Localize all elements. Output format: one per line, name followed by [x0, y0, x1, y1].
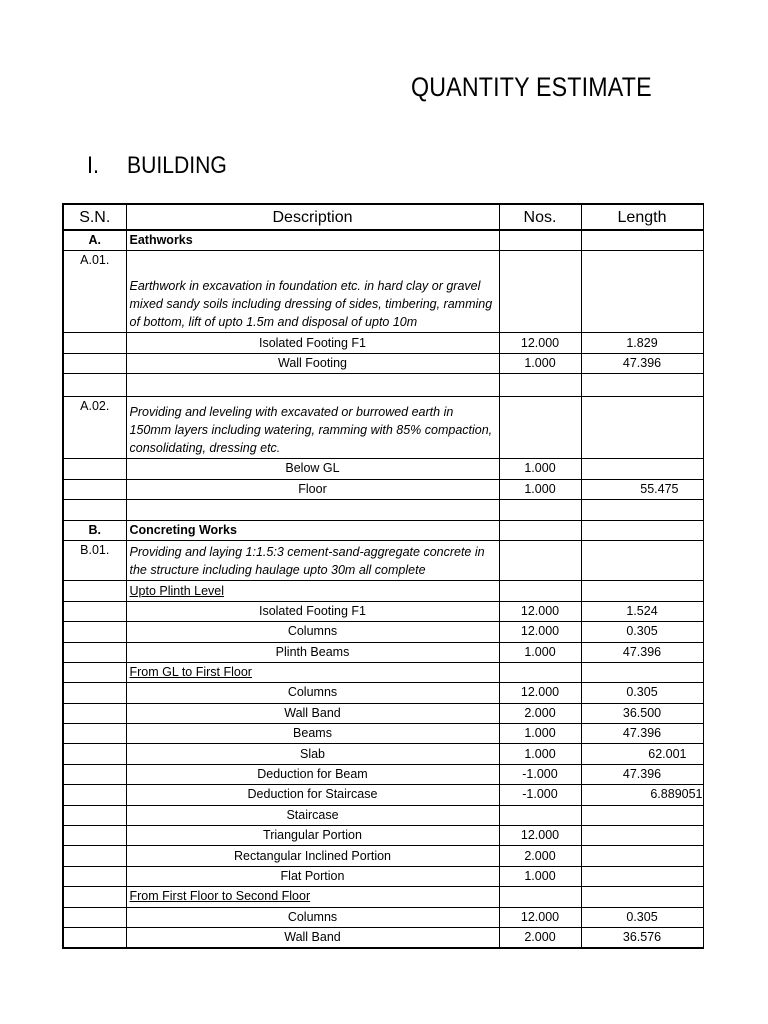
- empty-cell: [581, 251, 703, 333]
- empty-cell: [63, 785, 126, 805]
- row-nos: -1.000: [499, 785, 581, 805]
- row-name: Plinth Beams: [126, 642, 499, 662]
- item-row: [63, 541, 703, 581]
- spacer-row: [63, 374, 703, 397]
- table-row: [63, 683, 703, 703]
- row-nos: 1.000: [499, 353, 581, 373]
- row-name: Deduction for Beam: [126, 764, 499, 784]
- empty-cell: [499, 230, 581, 251]
- row-length: 1.829: [581, 333, 703, 353]
- row-name: Flat Portion: [126, 866, 499, 886]
- empty-cell: [499, 887, 581, 907]
- row-nos: 12.000: [499, 601, 581, 621]
- row-nos: [499, 805, 581, 825]
- table-row: [63, 724, 703, 744]
- empty-cell: [499, 662, 581, 682]
- empty-cell: [581, 397, 703, 459]
- table-row: [63, 601, 703, 621]
- row-name: Columns: [126, 683, 499, 703]
- row-length: 0.305: [581, 907, 703, 927]
- item-description: Earthwork in excavation in foundation etc. in hard clay or gravel mixed sandy soils including dressing of sides, timbering, ramming of bottom, lift of upto 1.5m and disposal of upto 10m: [126, 251, 499, 333]
- row-name: Beams: [126, 724, 499, 744]
- row-length: [581, 459, 703, 479]
- empty-cell: [63, 887, 126, 907]
- row-length: [581, 866, 703, 886]
- row-nos: 12.000: [499, 333, 581, 353]
- table-row: [63, 846, 703, 866]
- item-sn: A.02.: [63, 397, 126, 459]
- row-length: 47.396: [581, 724, 703, 744]
- empty-cell: [63, 662, 126, 682]
- table-row: [63, 622, 703, 642]
- table-row: [63, 479, 703, 499]
- empty-cell: [63, 333, 126, 353]
- header-description: Description: [126, 204, 499, 230]
- row-length: 1.524: [581, 601, 703, 621]
- subsection-title: From First Floor to Second Floor: [126, 887, 499, 907]
- row-name: Slab: [126, 744, 499, 764]
- estimate-sheet: [62, 203, 703, 947]
- row-nos: 1.000: [499, 459, 581, 479]
- table-row: [63, 826, 703, 846]
- table-row: [63, 459, 703, 479]
- header-sn: S.N.: [63, 204, 126, 230]
- item-sn: B.01.: [63, 541, 126, 581]
- empty-cell: [63, 642, 126, 662]
- section-number: I.: [87, 152, 100, 179]
- row-nos: 1.000: [499, 479, 581, 499]
- empty-cell: [499, 541, 581, 581]
- row-name: Staircase: [126, 805, 499, 825]
- table-row: [63, 927, 703, 948]
- empty-cell: [499, 499, 581, 520]
- row-length: [581, 826, 703, 846]
- group-title: Eathworks: [126, 230, 499, 251]
- row-length: 36.576: [581, 927, 703, 948]
- spacer-row: [63, 499, 703, 520]
- table-row: [63, 744, 703, 764]
- table-row: [63, 866, 703, 886]
- row-name: Triangular Portion: [126, 826, 499, 846]
- empty-cell: [499, 581, 581, 601]
- empty-cell: [63, 764, 126, 784]
- item-description: Providing and leveling with excavated or burrowed earth in 150mm layers including watering, ramming with 85% compaction, consolidating, dressing etc.: [126, 397, 499, 459]
- empty-cell: [63, 826, 126, 846]
- table-row: [63, 703, 703, 723]
- subsection-row: [63, 662, 703, 682]
- row-nos: 12.000: [499, 622, 581, 642]
- row-nos: 2.000: [499, 703, 581, 723]
- document-title: QUANTITY ESTIMATE: [411, 72, 652, 102]
- row-length: 0.305: [581, 683, 703, 703]
- row-name: Columns: [126, 622, 499, 642]
- empty-cell: [499, 374, 581, 397]
- empty-cell: [63, 805, 126, 825]
- group-row: [63, 520, 703, 540]
- header-length: Length: [581, 204, 703, 230]
- group-title: Concreting Works: [126, 520, 499, 540]
- subsection-row: [63, 887, 703, 907]
- subsection-title: Upto Plinth Level: [126, 581, 499, 601]
- row-name: Rectangular Inclined Portion: [126, 846, 499, 866]
- header-nos: Nos.: [499, 204, 581, 230]
- empty-cell: [581, 581, 703, 601]
- group-sn: B.: [63, 520, 126, 540]
- item-sn: A.01.: [63, 251, 126, 333]
- empty-cell: [581, 499, 703, 520]
- row-length: 0.305: [581, 622, 703, 642]
- empty-cell: [63, 601, 126, 621]
- row-length: 47.396: [581, 642, 703, 662]
- row-length: [581, 805, 703, 825]
- empty-cell: [63, 479, 126, 499]
- row-nos: 1.000: [499, 744, 581, 764]
- empty-cell: [499, 397, 581, 459]
- row-length: 36.500: [581, 703, 703, 723]
- row-nos: 12.000: [499, 683, 581, 703]
- row-name: Isolated Footing F1: [126, 333, 499, 353]
- row-length: 47.396: [581, 353, 703, 373]
- empty-cell: [63, 907, 126, 927]
- empty-cell: [63, 724, 126, 744]
- row-length: [581, 846, 703, 866]
- empty-cell: [581, 541, 703, 581]
- row-name: Below GL: [126, 459, 499, 479]
- table-row: [63, 764, 703, 784]
- row-name: Wall Band: [126, 927, 499, 948]
- row-nos: 2.000: [499, 927, 581, 948]
- table-row: [63, 333, 703, 353]
- row-length: 55.475: [581, 479, 703, 499]
- row-length: 62.001: [581, 744, 703, 764]
- empty-cell: [63, 581, 126, 601]
- table-row: [63, 642, 703, 662]
- row-length: 47.396: [581, 764, 703, 784]
- section-title: BUILDING: [127, 152, 227, 179]
- empty-cell: [63, 459, 126, 479]
- item-row: [63, 397, 703, 459]
- row-nos: 12.000: [499, 826, 581, 846]
- subsection-row: [63, 581, 703, 601]
- subsection-title: From GL to First Floor: [126, 662, 499, 682]
- row-name: Isolated Footing F1: [126, 601, 499, 621]
- group-sn: A.: [63, 230, 126, 251]
- row-nos: 1.000: [499, 642, 581, 662]
- empty-cell: [581, 374, 703, 397]
- empty-cell: [63, 353, 126, 373]
- table-row: [63, 785, 703, 805]
- row-nos: 1.000: [499, 724, 581, 744]
- empty-cell: [63, 683, 126, 703]
- empty-cell: [63, 866, 126, 886]
- empty-cell: [581, 230, 703, 251]
- row-nos: 1.000: [499, 866, 581, 886]
- table-row: [63, 805, 703, 825]
- empty-cell: [63, 927, 126, 948]
- row-name: Wall Footing: [126, 353, 499, 373]
- table-row: [63, 907, 703, 927]
- empty-cell: [63, 499, 126, 520]
- empty-cell: [63, 744, 126, 764]
- table-row: [63, 353, 703, 373]
- row-nos: 12.000: [499, 907, 581, 927]
- empty-cell: [499, 251, 581, 333]
- row-name: Deduction for Staircase: [126, 785, 499, 805]
- empty-cell: [581, 662, 703, 682]
- empty-cell: [63, 374, 126, 397]
- empty-cell: [63, 703, 126, 723]
- row-name: Wall Band: [126, 703, 499, 723]
- empty-cell: [581, 887, 703, 907]
- item-row: [63, 251, 703, 333]
- row-length: 6.889051: [581, 785, 703, 805]
- row-name: Floor: [126, 479, 499, 499]
- row-nos: 2.000: [499, 846, 581, 866]
- row-nos: -1.000: [499, 764, 581, 784]
- empty-cell: [63, 846, 126, 866]
- empty-cell: [581, 520, 703, 540]
- group-row: [63, 230, 703, 251]
- header-row: [63, 204, 703, 230]
- row-name: Columns: [126, 907, 499, 927]
- empty-cell: [126, 374, 499, 397]
- item-description: Providing and laying 1:1.5:3 cement-sand-aggregate concrete in the structure including haulage upto 30m all complete: [126, 541, 499, 581]
- empty-cell: [126, 499, 499, 520]
- quantity-table: [62, 203, 704, 949]
- empty-cell: [63, 622, 126, 642]
- empty-cell: [499, 520, 581, 540]
